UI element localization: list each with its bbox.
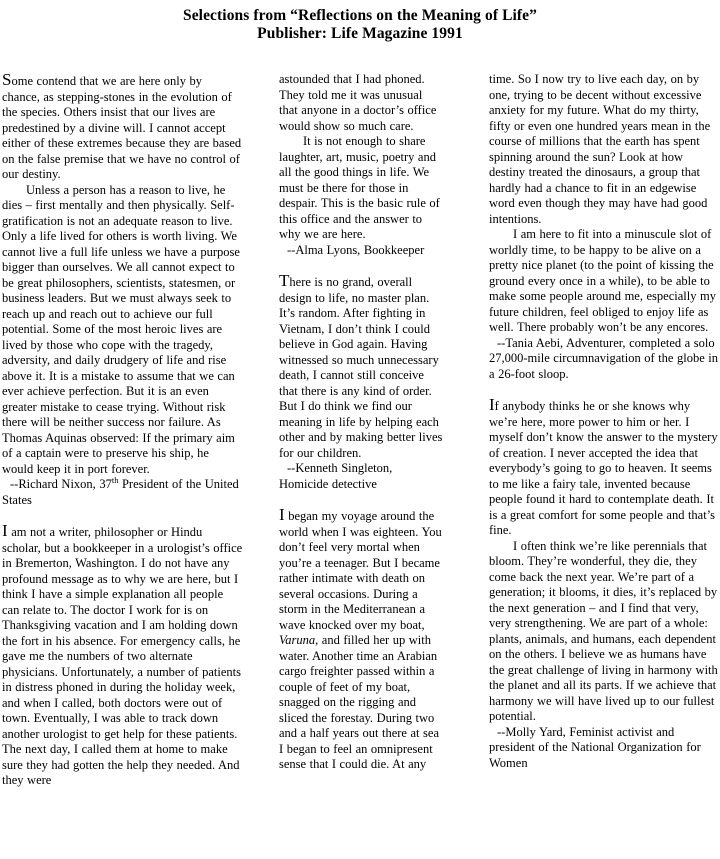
- enlarged-initial-letter: I: [279, 505, 285, 524]
- columns: [0, 72, 720, 789]
- body-paragraph: It is not enough to share laughter, art, music, poetry and all the good things in life. We must be there for those in despair. This is the basic rule of this office and the answer to why we are here.: [279, 134, 440, 241]
- body-paragraph: If anybody thinks he or she knows why we’re here, more power to him or her. I myself don’t know the answer to the mystery of creation. I never accepted the idea that everybody’s going to go to heaven. It seems to me like a fairy tale, invented because people found it hard to contemplate death. It is a great comfort for some people and that’s fine.: [489, 395, 718, 537]
- body-paragraph: Unless a person has a reason to live, he dies – first mentally and then physically. Self-gratification is not an adequate reason to live. Only a life lived for others is worth living. We cannot live a full life unless we have a purpose bigger than ourselves. We all cannot expect to be great philosophers, scientists, statesmen, or business leaders. But we must always seek to reach up and reach out to achieve our full potential. Some of the most heroic lives are lived by those who cope with the tragedy, adversity, and daily drudgery of life and rise above it. It is a mistake to assume that we can ever achieve perfection. But it is an even greater mistake to cease trying. Without risk there will be neither success nor failure. As Thomas Aquinas observed: If the primary aim of a captain were to preserve his ship, he would keep it in port forever.: [2, 182, 240, 476]
- enlarged-initial-letter: I: [2, 521, 8, 540]
- body-paragraph: I am not a writer, philosopher or Hindu scholar, but a bookkeeper in a urologist’s office in Bremerton, Washington. I do not have any profound message as to why we are here, but I think I have a simple explanation all people can relate to. The doctor I work for is on Thanksgiving vacation and I am holding down the fort in his absence. For emergency calls, he gave me the numbers of two alternate physicians. Unfortunately, a number of patients in distress phoned in during the holiday week, and when I called, both doctors were out of town. Eventually, I was able to track down another urologist to get help for these patients. The next day, I called them at home to make sure they had gotten the help they needed. And they were: [2, 521, 243, 787]
- body-paragraph: I began my voyage around the world when I was eighteen. You don’t feel very mortal when you’re a teenager. But I became rather intimate with death on several occasions. During a storm in the Mediterranean a wave knocked over my boat, Varuna, and filled her up with water. Another time an Arabian cargo freighter passed within a couple of feet of my boat, snagged on the rigging and sliced the forestay. During two and a half years out there at sea I began to feel an omnipresent sense that I could die. At any: [279, 505, 442, 771]
- document-subtitle: Publisher: Life Magazine 1991: [257, 25, 463, 42]
- column-1: [2, 72, 243, 789]
- ordinal-suffix: th: [111, 474, 119, 485]
- body-paragraph: There is no grand, overall design to life, no master plan. It’s random. After fighting in Vietnam, I don’t think I could believe in God again. Having witnessed so much unnecessary death, I cannot still conceive that there is any kind of order. But I do think we find our meaning in life by helping each other and by making better lives for our children.: [279, 271, 443, 460]
- enlarged-initial-letter: T: [279, 271, 290, 290]
- column-2: [279, 72, 443, 773]
- body-paragraph: astounded that I had phoned. They told me it was unusual that anyone in a doctor’s office would show so much care.: [279, 72, 437, 133]
- body-paragraph: Some contend that we are here only by chance, as stepping-stones in the evolution of the species. Others insist that our lives are predestined by a divine will. I cannot accept either of these extremes because they are based on the false premise that we have no control of our destiny.: [2, 70, 242, 181]
- column-3: [489, 72, 719, 771]
- body-paragraph: I am here to fit into a minuscule slot of worldly time, to be happy to be alive on a pretty nice planet (to the point of kissing the ground every once in a while), to be able to make some people around me, especially my future children, feel obliged to enjoy life as well. There probably won’t be any encores.: [489, 227, 716, 334]
- attribution-line: --Tania Aebi, Adventurer, completed a solo 27,000-mile circumnavigation of the globe in a 26-foot sloop.: [489, 335, 719, 381]
- attribution-line: --Molly Yard, Feminist activist and president of the National Organization for Women: [489, 724, 701, 770]
- boat-name: Varuna: [279, 633, 316, 647]
- body-paragraph: I often think we’re like perennials that bloom. They’re wonderful, they die, they come back the next year. We’re part of a generation; it blooms, it dies, it’s replaced by the next generation – and I find that very, very strengthening. We are part of a whole: plants, animals, and humans, each dependent on the others. I believe we as humans have the great challenge of living in harmony with the planet and all its parts. If we achieve that harmony we will have lived up to our fullest potential.: [489, 538, 718, 723]
- attribution-line: --Alma Lyons, Bookkeeper: [287, 242, 425, 257]
- document-header: [0, 7, 720, 43]
- enlarged-initial-letter: I: [489, 395, 495, 414]
- document-title: Selections from “Reflections on the Meaning of Life”: [182, 7, 538, 24]
- attribution-line: --Kenneth Singleton, Homicide detective: [279, 461, 393, 491]
- attribution-line: --Richard Nixon, 37th President of the United States: [2, 474, 239, 507]
- enlarged-initial-letter: S: [2, 70, 12, 89]
- body-paragraph: time. So I now try to live each day, on by one, trying to be decent without excessive anxiety for my future. What do my thirty, fifty or even one hundred years mean in the course of millions that the earth has spent spinning around the sun? Look at how destiny treated the dinosaurs, a group that hardly had a chance to fit in an edgewise word even though they may have had good intentions.: [489, 72, 711, 226]
